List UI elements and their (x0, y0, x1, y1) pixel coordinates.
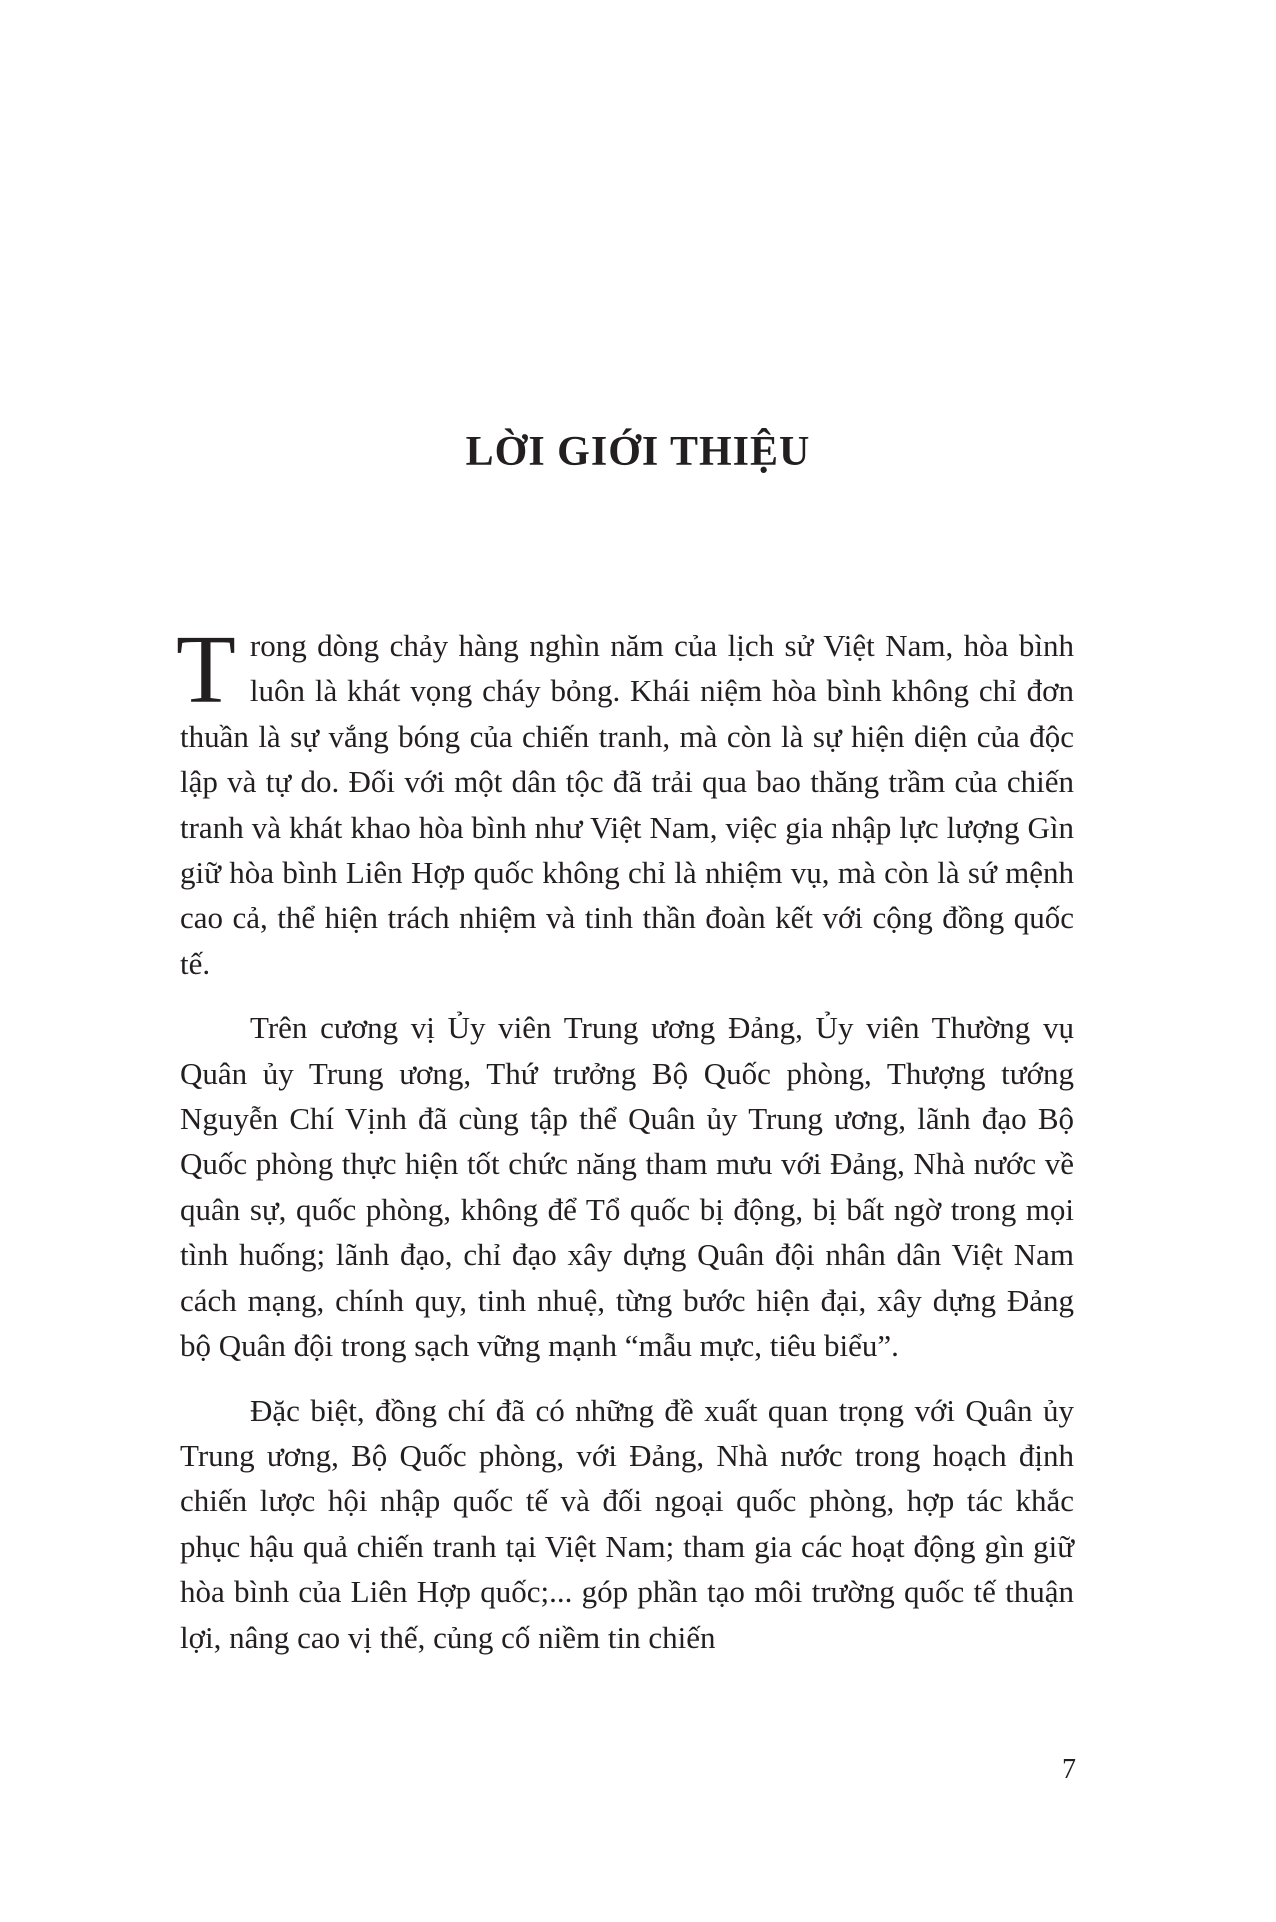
paragraph-1-text: rong dòng chảy hàng nghìn năm của lịch sử Việt Nam, hòa bình luôn là khát vọng cháy bỏng. Khái niệm hòa bình không chỉ đơn thuần là sự vắng bóng của chiến tranh, mà còn là sự hiện diện của độc lập và tự do. Đối với một dân tộc đã trải qua bao thăng trầm của chiến tranh và khát khao hòa bình như Việt Nam, việc gia nhập lực lượng Gìn giữ hòa bình Liên Hợp quốc không chỉ là nhiệm vụ, mà còn là sứ mệnh cao cả, thể hiện trách nhiệm và tinh thần đoàn kết với cộng đồng quốc tế. (180, 628, 1074, 981)
drop-cap: T (176, 616, 236, 724)
paragraph-1 (176, 616, 1074, 986)
chapter-title: LỜI GIỚI THIỆU (465, 429, 811, 475)
body-text (176, 616, 1074, 1679)
paragraph-3: Đặc biệt, đồng chí đã có những đề xuất quan trọng với Quân ủy Trung ương, Bộ Quốc phòng, với Đảng, Nhà nước trong hoạch định chiến lược hội nhập quốc tế và đối ngoại quốc phòng, hợp tác khắc phục hậu quả chiến tranh tại Việt Nam; tham gia các hoạt động gìn giữ hòa bình của Liên Hợp quốc;... góp phần tạo môi trường quốc tế thuận lợi, nâng cao vị thế, củng cố niềm tin chiến (180, 1392, 1074, 1655)
paragraph-2: Trên cương vị Ủy viên Trung ương Đảng, Ủy viên Thường vụ Quân ủy Trung ương, Thứ trưởng Bộ Quốc phòng, Thượng tướng Nguyễn Chí Vịnh đã cùng tập thể Quân ủy Trung ương, lãnh đạo Bộ Quốc phòng thực hiện tốt chức năng tham mưu với Đảng, Nhà nước về quân sự, quốc phòng, không để Tổ quốc bị động, bị bất ngờ trong mọi tình huống; lãnh đạo, chỉ đạo xây dựng Quân đội nhân dân Việt Nam cách mạng, chính quy, tinh nhuệ, từng bước hiện đại, xây dựng Đảng bộ Quân đội trong sạch vững mạnh “mẫu mực, tiêu biểu”. (180, 1010, 1074, 1364)
page-number: 7 (1062, 1754, 1076, 1785)
